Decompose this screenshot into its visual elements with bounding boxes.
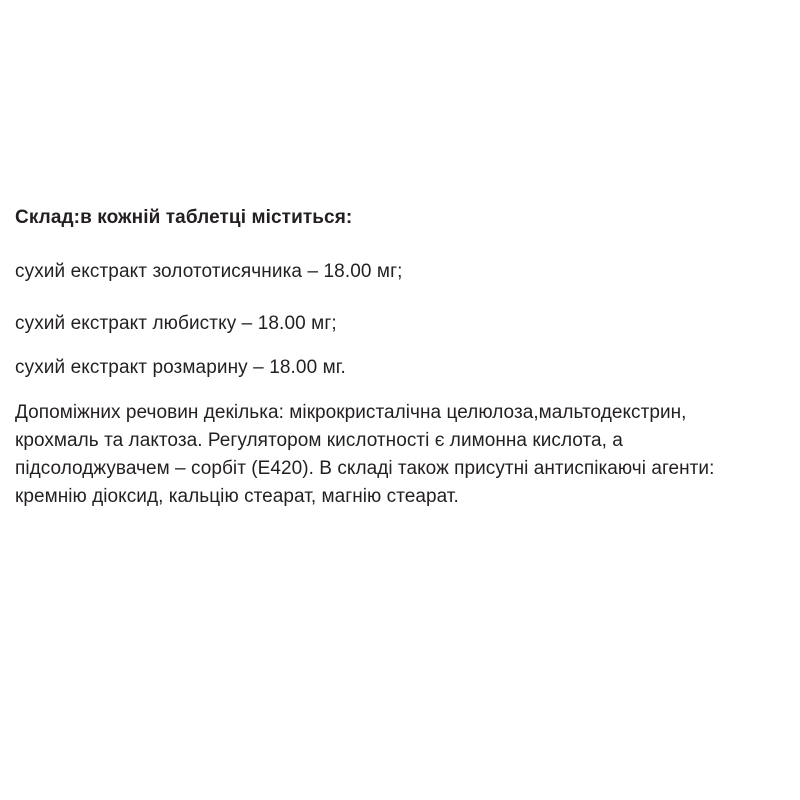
composition-section [15,205,775,511]
excipients-paragraph: Допоміжних речовин декілька: мікрокристалічна целюлоза,мальтодекстрин, крохмаль та лактоза. Регулятором кислотності є лимонна кислота, а підсолоджувачем – сорбіт (Е420). В складі також присутні антиспікаючі агенти: кремнію діоксид, кальцію стеарат, магнію стеарат. [15,402,715,507]
ingredient-line-2: сухий екстракт любистку – 18.00 мг; [15,313,337,334]
composition-heading: Склад:в кожній таблетці міститься: [15,207,353,228]
ingredient-line-1: сухий екстракт золототисячника – 18.00 мг; [15,261,403,282]
ingredient-line-3: сухий екстракт розмарину – 18.00 мг. [15,357,346,378]
